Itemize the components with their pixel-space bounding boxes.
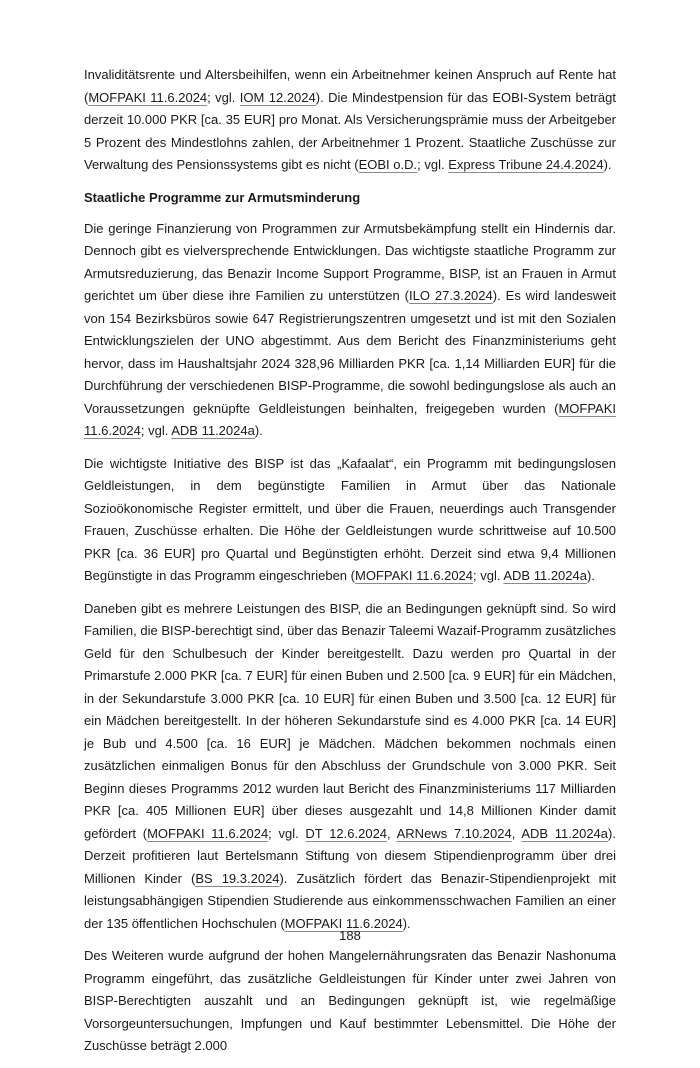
citation-link[interactable]: MOFPAKI 11.6.2024 [354, 568, 474, 583]
citation-link[interactable]: EOBI o.D. [358, 157, 418, 172]
citation-link[interactable]: DT 12.6.2024 [305, 825, 388, 841]
body-text: ). Es wird landesweit von 154 Bezirksbüros sowie 647 Registrierungszentren umgesetzt und ist mit den Sozialen Entwicklungszielen der UNO abgestimmt. Aus dem Bericht des Finanzministeriums geht hervor, dass im Haushaltsjahr 2024 328,96 Milliarden PKR [ca. 1,14 Milliarden EUR] für die Durchführung der verschiedenen BISP-Programme, die sowohl bedingungslose als auch an Voraussetzungen geknüpfte Geldleistungen beinhalten, freigegeben wurden ( [84, 288, 616, 416]
citation-link[interactable]: ADB 11.2024a [521, 825, 609, 841]
paragraph-pension [84, 64, 616, 177]
citation-link[interactable]: ADB 11.2024a [171, 423, 255, 438]
body-text: ). [586, 568, 595, 583]
body-text: , [387, 825, 397, 841]
citation-link[interactable]: MOFPAKI 11.6.2024 [84, 400, 616, 438]
body-text: ; vgl. [140, 423, 172, 438]
body-text: ). [603, 157, 612, 172]
body-text: ; vgl. [417, 157, 449, 172]
body-text: Invaliditätsrente und Altersbeihilfen, wenn ein Arbeitnehmer keinen Anspruch auf Rente hat ( [84, 67, 616, 105]
citation-link[interactable]: BS 19.3.2024 [195, 870, 280, 886]
body-text: Des Weiteren wurde aufgrund der hohen Mangelernährungsraten das Benazir Nashonuma Programm eingeführt, das zusätzliche Geldleistungen für Kinder unter zwei Jahren von BISP-Berechtigten auszahlt und an Bedingungen geknüpft ist, wie regelmäßige Vorsorgeuntersuchungen, Impfungen und Kauf bestimmter Lebensmittel. Die Höhe der Zuschüsse beträgt 2.000 [84, 948, 616, 1053]
citation-link[interactable]: IOM 12.2024 [239, 89, 316, 105]
section-heading: Staatliche Programme zur Armutsminderung [84, 189, 361, 205]
body-text: ; vgl. [268, 825, 306, 841]
body-text: ). Die Mindestpension für das EOBI-System beträgt derzeit 10.000 PKR [ca. 35 EUR] pro Monat. Als Versicherungsprämie muss der Arbeitgeber 5 Prozent des Mindestlohns zahlen, der Arbeitnehmer 1 Prozent. Staatliche Zuschüsse zur Verwaltung des Pensionssystems gibt es nicht ( [84, 89, 616, 172]
citation-link[interactable]: MOFPAKI 11.6.2024 [88, 89, 208, 105]
body-text: ). [402, 915, 411, 931]
body-text: Die wichtigste Initiative des BISP ist das „Kafaalat“, ein Programm mit bedingungslosen Geldleistungen, in dem begünstigte Familien in Armut über das Nationale Sozioökonomische Register ermittelt, und über die Frauen, neuerdings auch Transgender Frauen, Zuschüsse erhalten. Die Höhe der Geldleistungen wurde schrittweise auf 10.500 PKR [ca. 36 EUR] pro Quartal und Begünstigten erhöht. Derzeit sind etwa 9,4 Millionen Begünstigte in das Programm eingeschrieben ( [84, 455, 616, 583]
document-page [84, 64, 616, 1068]
body-text: ). Zusätzlich fördert das Benazir-Stipendienprojekt mit leistungsabhängigen Stipendien Studierende aus einkommensschwachen Familien an einer der 135 öffentlichen Hochschulen ( [84, 870, 616, 931]
paragraph-bisp-intro [84, 218, 616, 443]
body-text: ). [254, 423, 263, 438]
body-text: Die geringe Finanzierung von Programmen zur Armutsbekämpfung stellt ein Hindernis dar. Dennoch gibt es vielversprechende Entwicklungen. Das wichtigste staatliche Programm zur Armutsreduzierung, das Benazir Income Support Programme, BISP, ist an Frauen in Armut gerichtet um über diese ihre Familien zu unterstützen ( [84, 220, 616, 303]
paragraph-nashonuma [84, 945, 616, 1058]
citation-link[interactable]: ILO 27.3.2024 [409, 288, 493, 303]
citation-link[interactable]: ADB 11.2024a [503, 568, 587, 583]
body-text: ). Derzeit profitieren laut Bertelsmann Stiftung von diesem Stipendienprogramm über drei Millionen Kinder ( [84, 825, 616, 886]
citation-link[interactable]: ARNews 7.10.2024 [396, 825, 512, 841]
body-text: ; vgl. [207, 89, 240, 105]
body-text: ; vgl. [473, 568, 504, 583]
citation-link[interactable]: Express Tribune 24.4.2024 [448, 157, 604, 172]
body-text: , [511, 825, 522, 841]
citation-link[interactable]: MOFPAKI 11.6.2024 [147, 825, 269, 841]
paragraph-kafaalat [84, 453, 616, 588]
page-number: 188 [339, 928, 361, 943]
body-text: Daneben gibt es mehrere Leistungen des BISP, die an Bedingungen geknüpft sind. So wird Familien, die BISP-berechtigt sind, über das Benazir Taleemi Wazaif-Programm zusätzliches Geld für den Schulbesuch der Kinder bereitgestellt. Dazu werden pro Quartal in der Primarstufe 2.000 PKR [ca. 7 EUR] für einen Buben und 2.500 [ca. 9 EUR] für ein Mädchen, in der Sekundarstufe 3.000 PKR [ca. 10 EUR] für einen Buben und 3.500 [ca. 12 EUR] für ein Mädchen bereitgestellt. In der höheren Sekundarstufe sind es 4.000 PKR [ca. 14 EUR] je Bub und 4.500 [ca. 16 EUR] je Mädchen. Mädchen bekommen nochmals einen zusätzlichen einmaligen Bonus für den Abschluss der Grundschule von 3.000 PKR. Seit Beginn dieses Programms 2012 wurden laut Bericht des Finanzministeriums 117 Milliarden PKR [ca. 405 Millionen EUR] über dieses ausgezahlt und 14,8 Millionen Kinder damit gefördert ( [84, 600, 616, 841]
citation-link[interactable]: MOFPAKI 11.6.2024 [284, 915, 403, 931]
paragraph-taleemi-wazaif [84, 598, 616, 936]
